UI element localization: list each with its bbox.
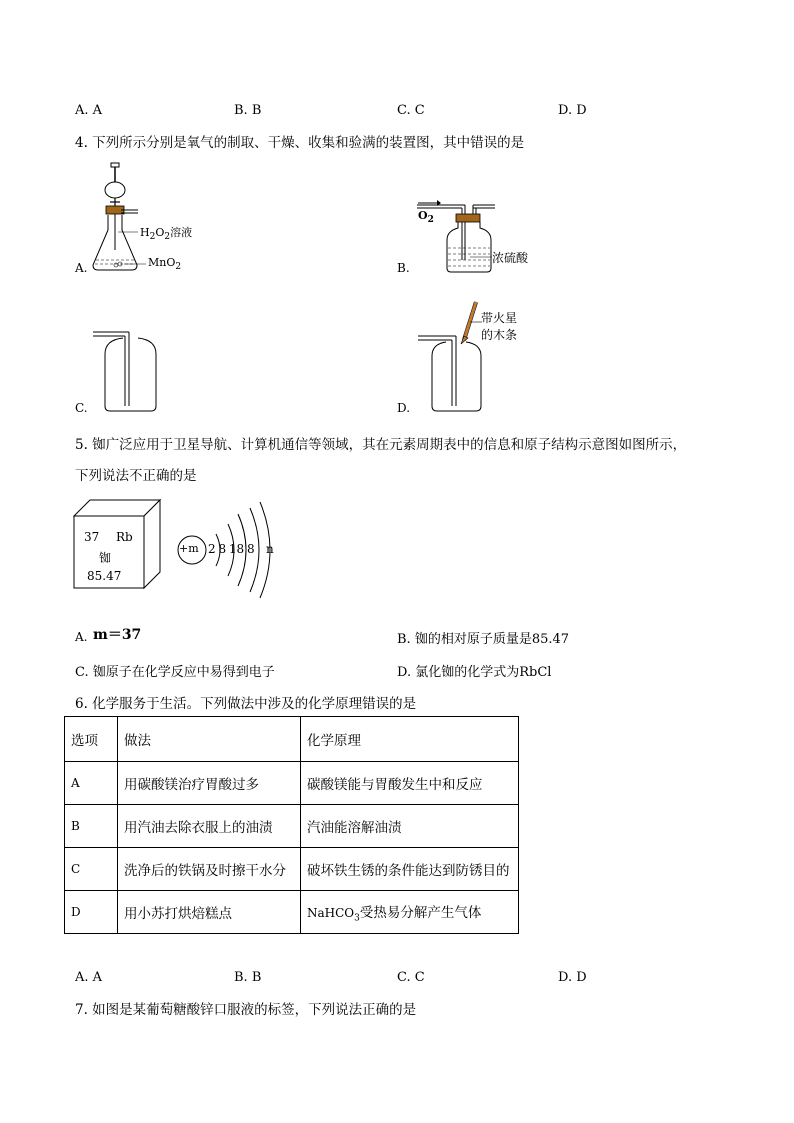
table-header-cell: 做法: [118, 717, 301, 762]
element-name: 铷: [99, 551, 112, 565]
q4-b-gas-label: $O_2$: [418, 209, 434, 226]
element-symbol: Rb: [116, 530, 133, 544]
table-cell: 用汽油去除衣服上的油渍: [118, 805, 301, 848]
q4-a-reagent-mno2: MnO$_2$: [148, 256, 182, 273]
table-cell: 用小苏打烘焙糕点: [118, 891, 301, 934]
q3-option-a: A. A: [75, 103, 103, 118]
q5-stem-line1: 5. 铷广泛应用于卫星导航、计算机通信等领域，其在元素周期表中的信息和原子结构示意图如图所示，: [75, 437, 687, 453]
table-cell: 碳酸镁能与胃酸发生中和反应: [301, 762, 519, 805]
collection-bottle-figure-c: [93, 326, 163, 414]
q4-label-a: A.: [75, 261, 88, 275]
table-row: [65, 805, 519, 848]
q6-table: [64, 716, 519, 934]
atom-outer-shell: n: [266, 542, 274, 556]
table-cell: A: [65, 762, 118, 805]
q5-option-a: m＝37: [93, 627, 142, 643]
table-cell: NaHCO$_3$受热易分解产生气体: [301, 891, 519, 934]
table-row: [65, 762, 519, 805]
collection-bottle-figure-d: [418, 288, 493, 414]
table-cell: 汽油能溶解油渍: [301, 805, 519, 848]
q6-option-d: D. D: [558, 970, 587, 985]
q5-option-b: B. 铷的相对原子质量是85.47: [397, 632, 570, 647]
q6-stem: 6. 化学服务于生活。下列做法中涉及的化学原理错误的是: [75, 696, 417, 712]
table-row: [65, 848, 519, 891]
q7-stem: 7. 如图是某葡萄糖酸锌口服液的标签，下列说法正确的是: [75, 1002, 417, 1018]
element-atomic-number: 37: [84, 530, 100, 544]
q4-a-reagent-h2o2: $H_2O_2$溶液: [140, 226, 193, 243]
atom-electron-shells: 2 8 18 8: [208, 542, 255, 556]
q4-label-c: C.: [75, 401, 88, 415]
q4-label-b: B.: [397, 261, 410, 275]
q5-option-a-label: A.: [75, 630, 88, 644]
arrow-right-icon: [417, 199, 441, 207]
q3-option-b: B. B: [234, 103, 262, 118]
q3-option-c: C. C: [397, 103, 425, 118]
table-cell: 洗净后的铁锅及时擦干水分: [118, 848, 301, 891]
q6-option-a: A. A: [75, 970, 103, 985]
atom-nucleus-charge: +m: [179, 542, 199, 555]
table-row: [65, 891, 519, 934]
q5-stem-line2: 下列说法不正确的是: [75, 468, 197, 484]
table-header-cell: 选项: [65, 717, 118, 762]
table-header-cell: 化学原理: [301, 717, 519, 762]
q6-option-c: C. C: [397, 970, 425, 985]
element-mass: 85.47: [87, 569, 122, 583]
table-cell: 用碳酸镁治疗胃酸过多: [118, 762, 301, 805]
q4-b-reagent: 浓硫酸: [492, 251, 529, 265]
q5-option-d: D. 氯化铷的化学式为RbCl: [397, 665, 552, 680]
table-cell: B: [65, 805, 118, 848]
q4-stem: 4. 下列所示分别是氧气的制取、干燥、收集和验满的装置图，其中错误的是: [75, 135, 525, 151]
table-cell: D: [65, 891, 118, 934]
table-cell: 破坏铁生锈的条件能达到防锈目的: [301, 848, 519, 891]
table-cell: C: [65, 848, 118, 891]
q4-label-d: D.: [397, 401, 411, 415]
q4-d-reagent: 带火星 的木条: [481, 311, 518, 342]
q4-b-pointer-line: [470, 254, 492, 260]
q6-option-b: B. B: [234, 970, 262, 985]
q3-option-d: D. D: [558, 103, 587, 118]
q5-option-c: C. 铷原子在化学反应中易得到电子: [75, 665, 275, 680]
table-header-row: [65, 717, 519, 762]
